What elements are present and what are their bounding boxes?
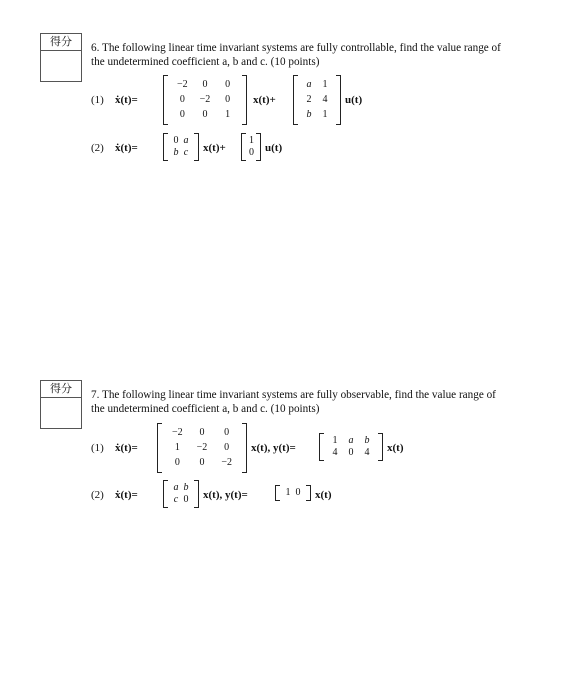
- p6-s1-matrix-A: [163, 75, 247, 125]
- matrix-cell: b: [364, 435, 370, 446]
- matrix-cell: b: [306, 109, 312, 121]
- p6-s1-tail: u(t): [345, 94, 363, 106]
- matrix-cell: 1: [332, 435, 338, 446]
- p6-s1-mid: x(t)+: [253, 94, 276, 106]
- p6-s2-matrix-B: [241, 133, 261, 161]
- p6-s1-lhs: ẋ(t)=: [115, 94, 138, 106]
- matrix-cell: −2: [172, 426, 183, 438]
- score-label: 得分: [41, 34, 81, 51]
- matrix-cell: 0: [249, 147, 254, 158]
- score-blank: [41, 51, 81, 81]
- score-box-7: [40, 380, 82, 429]
- matrix-cell: 0: [183, 494, 189, 505]
- matrix-cell: 0: [225, 78, 231, 90]
- matrix-cell: 0: [199, 426, 205, 438]
- matrix-cell: 4: [332, 447, 338, 458]
- p7-s2-label: (2): [91, 489, 104, 501]
- p7-s2-mid: x(t), y(t)=: [203, 489, 248, 501]
- matrix-cell: 0: [225, 94, 231, 105]
- p7-s1-lhs: ẋ(t)=: [115, 442, 138, 454]
- score-label: 得分: [41, 381, 81, 398]
- p6-s2-lhs: ẋ(t)=: [115, 142, 138, 154]
- p7-s2-matrix-C: [275, 485, 311, 501]
- p6-s2-matrix-A: [163, 133, 199, 161]
- p6-system-1: [91, 75, 451, 127]
- matrix-cell: b: [173, 147, 179, 158]
- matrix-cell: a: [306, 78, 312, 90]
- matrix-cell: 1: [174, 442, 180, 453]
- p7-system-2: [91, 480, 421, 512]
- matrix-cell: −2: [199, 94, 211, 105]
- matrix-cell: 0: [174, 457, 180, 469]
- matrix-cell: 0: [179, 94, 185, 105]
- p7-s2-lhs: ẋ(t)=: [115, 489, 138, 501]
- problem-7-text: 7. The following linear time invariant systems are fully observable, find the value range of the undetermined coefficient a, b and c. (10 points): [91, 389, 496, 415]
- matrix-cell: 2: [306, 94, 312, 105]
- p6-s1-label: (1): [91, 94, 104, 106]
- matrix-cell: b: [183, 482, 189, 493]
- matrix-cell: 0: [199, 457, 205, 469]
- p6-s2-mid: x(t)+: [203, 142, 226, 154]
- matrix-cell: a: [173, 482, 179, 493]
- matrix-cell: −2: [177, 78, 188, 90]
- problem-6-text: 6. The following linear time invariant systems are fully controllable, find the value range of the undetermined coefficient a, b and c. (10 points): [91, 42, 501, 68]
- matrix-cell: 0: [173, 135, 179, 146]
- matrix-cell: 1: [225, 109, 231, 121]
- matrix-cell: 4: [322, 94, 328, 105]
- matrix-cell: 0: [295, 487, 301, 498]
- p7-system-1: [91, 423, 451, 475]
- p7-s2-matrix-A: [163, 480, 199, 508]
- matrix-cell: 1: [322, 78, 328, 90]
- matrix-cell: c: [173, 494, 179, 505]
- matrix-cell: −2: [196, 442, 208, 453]
- score-box-6: [40, 33, 82, 82]
- p6-s1-matrix-B: [293, 75, 341, 125]
- p6-s2-label: (2): [91, 142, 104, 154]
- p7-s1-matrix-C: [319, 433, 383, 461]
- p6-system-2: [91, 133, 391, 165]
- p6-s2-tail: u(t): [265, 142, 283, 154]
- matrix-cell: 1: [322, 109, 328, 121]
- score-blank: [41, 398, 81, 428]
- p7-s1-matrix-A: [157, 423, 247, 473]
- matrix-cell: −2: [221, 457, 232, 469]
- matrix-cell: 0: [202, 109, 208, 121]
- matrix-cell: 0: [348, 447, 354, 458]
- p7-s1-tail: x(t): [387, 442, 404, 454]
- p7-s1-label: (1): [91, 442, 104, 454]
- matrix-cell: 1: [249, 135, 254, 146]
- matrix-cell: 0: [224, 426, 230, 438]
- matrix-cell: 0: [224, 442, 230, 453]
- matrix-cell: 0: [179, 109, 185, 121]
- p7-s1-mid: x(t), y(t)=: [251, 442, 296, 454]
- matrix-cell: 4: [364, 447, 370, 458]
- matrix-cell: c: [183, 147, 189, 158]
- matrix-cell: a: [348, 435, 354, 446]
- matrix-cell: 0: [202, 78, 208, 90]
- matrix-cell: 1: [285, 487, 291, 498]
- p7-s2-tail: x(t): [315, 489, 332, 501]
- matrix-cell: a: [183, 135, 189, 146]
